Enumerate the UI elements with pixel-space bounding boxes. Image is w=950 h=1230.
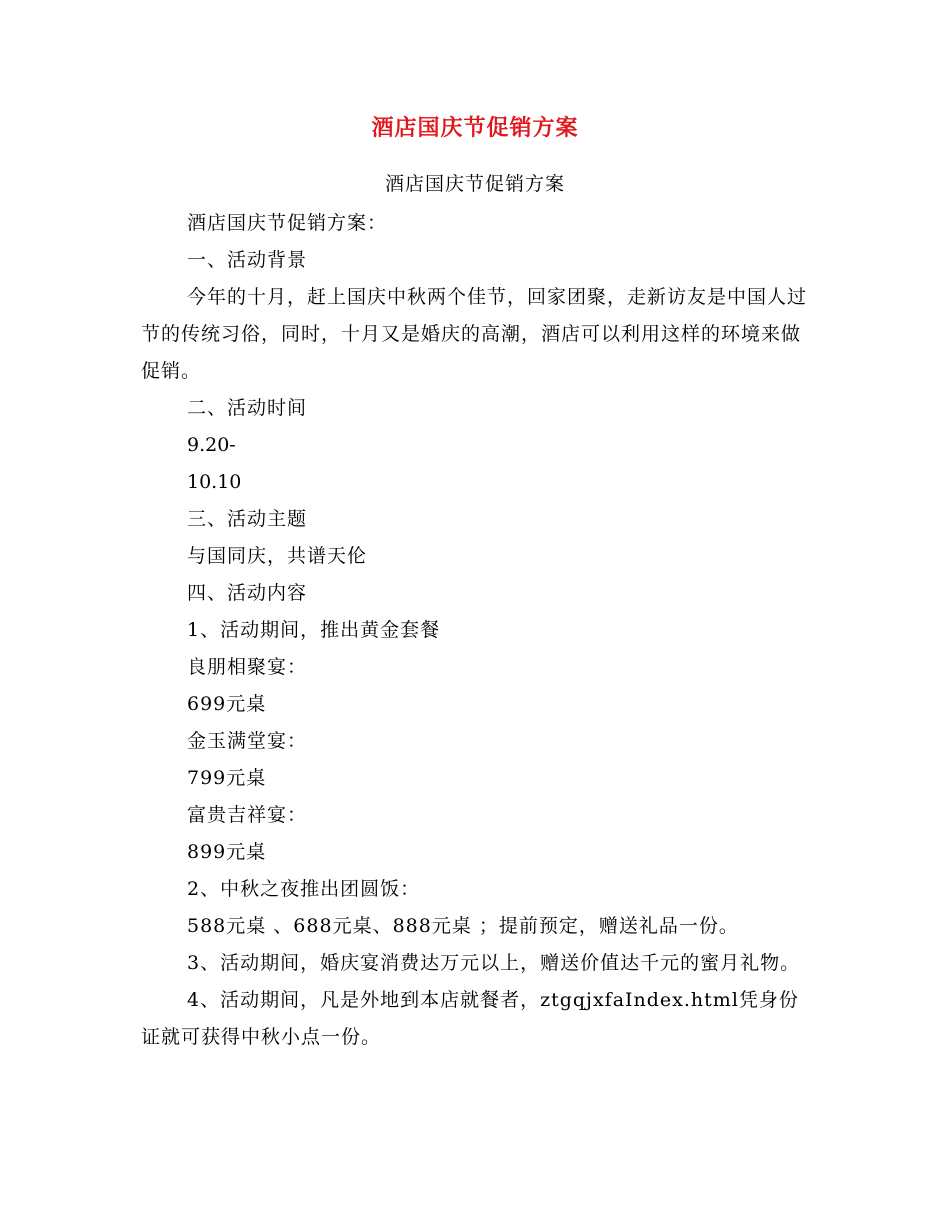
list-item-2: 2、中秋之夜推出团圆饭： (187, 878, 421, 900)
list-item-4: 4、活动期间，凡是外地到本店就餐者，ztgqjxfaIndex.html凭身份证就可获得中秋小点一份。 (141, 989, 799, 1048)
package-price-1: 699元桌 (187, 693, 267, 715)
heading-background: 一、活动背景 (187, 249, 308, 271)
time-start: 9.20- (187, 434, 236, 456)
list-item-3: 3、活动期间，婚庆宴消费达万元以上，赠送价值达千元的蜜月礼物。 (187, 952, 801, 974)
package-price-3: 899元桌 (187, 841, 267, 863)
list-item-2-detail: 588元桌 、688元桌、888元桌 ；提前预定，赠送礼品一份。 (187, 915, 739, 937)
document-title: 酒店国庆节促销方案 (371, 115, 579, 141)
list-item-1: 1、活动期间，推出黄金套餐 (187, 619, 441, 641)
document-body (141, 205, 809, 1056)
paragraph-intro: 酒店国庆节促销方案： (187, 212, 388, 234)
document-subtitle: 酒店国庆节促销方案 (384, 173, 565, 195)
paragraph-background: 今年的十月，赶上国庆中秋两个佳节，回家团聚，走新访友是中国人过节的传统习俗，同时，十月又是婚庆的高潮，酒店可以利用这样的环境来做促销。 (141, 286, 808, 382)
heading-theme: 三、活动主题 (187, 508, 308, 530)
time-end: 10.10 (187, 471, 242, 493)
package-price-2: 799元桌 (187, 767, 267, 789)
heading-time: 二、活动时间 (187, 397, 308, 419)
heading-content: 四、活动内容 (187, 582, 308, 604)
package-name-1: 良朋相聚宴： (187, 656, 308, 678)
package-name-2: 金玉满堂宴： (187, 730, 308, 752)
package-name-3: 富贵吉祥宴： (187, 804, 308, 826)
paragraph-theme: 与国同庆，共谱天伦 (187, 545, 368, 567)
